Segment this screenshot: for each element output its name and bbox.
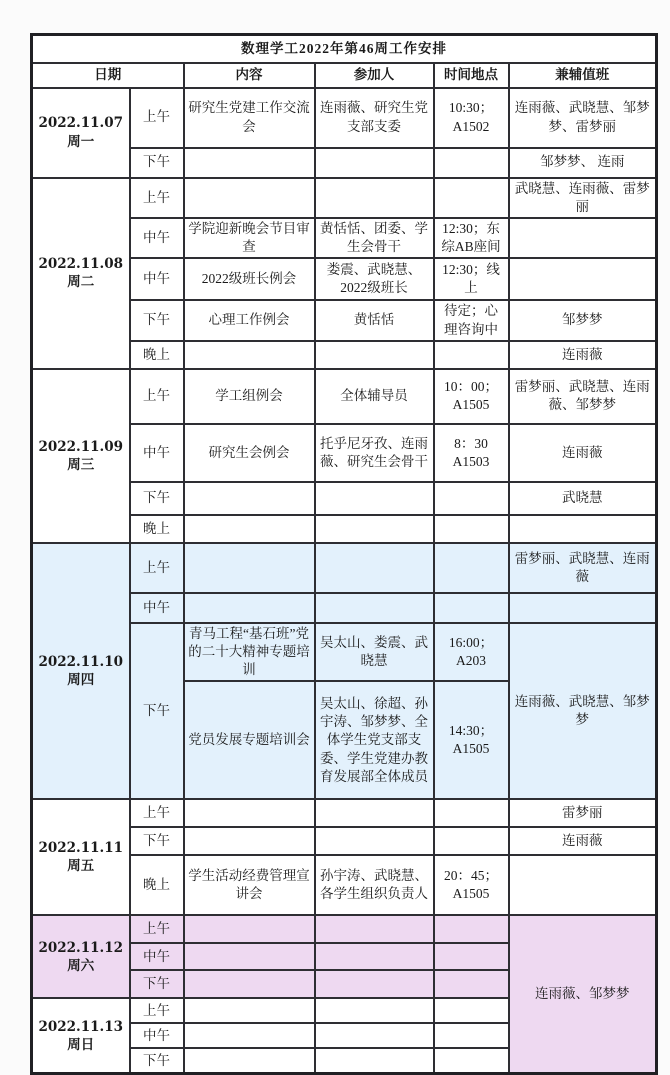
content-cell [184, 1048, 315, 1073]
header-participants: 参加人 [315, 63, 434, 88]
table-row [32, 178, 657, 218]
content-cell: 青马工程“基石班”党的二十大精神专题培训 [184, 623, 315, 682]
period-cell-afternoon-merged: 下午 [130, 623, 184, 800]
time-cell [434, 799, 509, 827]
duty-cell-weekend-merged: 连雨薇、邹梦梦 [509, 915, 657, 1073]
period-cell: 晚上 [130, 515, 184, 543]
period-cell: 中午 [130, 593, 184, 623]
time-cell: 12:30；线上 [434, 258, 509, 300]
period-cell: 上午 [130, 369, 184, 424]
time-cell [434, 1023, 509, 1048]
weekday-text: 周日 [67, 1036, 95, 1053]
participants-cell: 吴太山、娄震、武晓慧 [315, 623, 434, 682]
duty-cell: 邹梦梦 [509, 300, 657, 340]
duty-cell: 连雨薇 [509, 827, 657, 855]
participants-cell [315, 970, 434, 998]
time-cell [434, 998, 509, 1023]
time-cell: 待定；心理咨询中 [434, 300, 509, 340]
time-cell [434, 148, 509, 178]
period-cell: 晚上 [130, 855, 184, 915]
period-cell: 上午 [130, 88, 184, 148]
duty-cell: 连雨薇 [509, 424, 657, 482]
content-cell [184, 799, 315, 827]
content-cell [184, 515, 315, 543]
content-cell: 2022级班长例会 [184, 258, 315, 300]
period-cell: 下午 [130, 827, 184, 855]
participants-cell [315, 482, 434, 515]
content-cell [184, 593, 315, 623]
weekday-text: 周一 [67, 133, 95, 150]
participants-cell: 托乎尼牙孜、连雨薇、研究生会骨干 [315, 424, 434, 482]
date-text: 2022.11.12 [38, 939, 124, 956]
content-cell [184, 827, 315, 855]
weekday-text: 周五 [67, 858, 95, 875]
period-cell: 下午 [130, 482, 184, 515]
weekday-text: 周六 [67, 957, 95, 974]
time-cell: 8：30 A1503 [434, 424, 509, 482]
weekly-schedule-table [30, 33, 658, 1075]
weekday-text: 周四 [67, 672, 95, 689]
content-cell [184, 943, 315, 970]
content-cell [184, 915, 315, 943]
time-cell [434, 593, 509, 623]
content-cell: 学院迎新晚会节目审查 [184, 218, 315, 258]
period-cell: 上午 [130, 178, 184, 218]
time-cell: 10：00；A1505 [434, 369, 509, 424]
date-text: 2022.11.13 [38, 1018, 124, 1035]
period-cell: 晚上 [130, 341, 184, 369]
content-cell [184, 1023, 315, 1048]
table-row [32, 543, 657, 593]
time-cell [434, 341, 509, 369]
duty-cell [509, 855, 657, 915]
weekday-text: 周二 [67, 274, 95, 291]
content-cell [184, 482, 315, 515]
duty-cell: 连雨薇 [509, 341, 657, 369]
content-cell [184, 998, 315, 1023]
time-cell [434, 970, 509, 998]
participants-cell [315, 915, 434, 943]
time-cell: 10:30；A1502 [434, 88, 509, 148]
content-cell [184, 178, 315, 218]
period-cell: 上午 [130, 998, 184, 1023]
date-cell-mon [32, 88, 130, 178]
content-cell: 学工组例会 [184, 369, 315, 424]
duty-cell-merged: 连雨薇、武晓慧、邹梦梦 [509, 623, 657, 800]
participants-cell [315, 998, 434, 1023]
date-cell-wed [32, 369, 130, 543]
participants-cell [315, 943, 434, 970]
duty-cell: 武晓慧、连雨薇、雷梦丽 [509, 178, 657, 218]
participants-cell [315, 341, 434, 369]
table-row [32, 88, 657, 148]
period-cell: 中午 [130, 943, 184, 970]
header-date: 日期 [32, 63, 184, 88]
duty-cell [509, 515, 657, 543]
participants-cell [315, 1023, 434, 1048]
period-cell: 中午 [130, 258, 184, 300]
participants-cell: 孙宇涛、武晓慧、各学生组织负责人 [315, 855, 434, 915]
content-cell: 研究生会例会 [184, 424, 315, 482]
content-cell [184, 148, 315, 178]
duty-cell [509, 258, 657, 300]
date-cell-sun [32, 998, 130, 1073]
time-cell: 20：45；A1505 [434, 855, 509, 915]
duty-cell: 雷梦丽、武晓慧、连雨薇 [509, 543, 657, 593]
period-cell: 中午 [130, 218, 184, 258]
period-cell: 上午 [130, 915, 184, 943]
participants-cell: 黄恬恬、团委、学生会骨干 [315, 218, 434, 258]
duty-cell: 邹梦梦、 连雨 [509, 148, 657, 178]
header-content: 内容 [184, 63, 315, 88]
duty-cell [509, 218, 657, 258]
duty-cell [509, 593, 657, 623]
duty-cell: 雷梦丽 [509, 799, 657, 827]
date-text: 2022.11.08 [38, 255, 124, 272]
date-cell-fri [32, 799, 130, 915]
time-cell [434, 482, 509, 515]
date-cell-sat [32, 915, 130, 998]
period-cell: 下午 [130, 970, 184, 998]
table-row [32, 799, 657, 827]
time-cell: 12:30；东综AB座间 [434, 218, 509, 258]
participants-cell [315, 148, 434, 178]
period-cell: 中午 [130, 1023, 184, 1048]
date-text: 2022.11.11 [38, 840, 124, 857]
date-cell-tue [32, 178, 130, 369]
content-cell: 研究生党建工作交流会 [184, 88, 315, 148]
content-cell: 党员发展专题培训会 [184, 681, 315, 799]
time-cell [434, 178, 509, 218]
participants-cell [315, 799, 434, 827]
period-cell: 下午 [130, 300, 184, 340]
table-row [32, 915, 657, 943]
time-cell [434, 915, 509, 943]
participants-cell [315, 827, 434, 855]
content-cell: 心理工作例会 [184, 300, 315, 340]
header-duty: 兼辅值班 [509, 63, 657, 88]
date-text: 2022.11.07 [38, 115, 124, 132]
participants-cell: 连雨薇、研究生党支部支委 [315, 88, 434, 148]
weekday-text: 周三 [67, 456, 95, 473]
time-cell [434, 827, 509, 855]
participants-cell: 娄震、武晓慧、2022级班长 [315, 258, 434, 300]
participants-cell [315, 593, 434, 623]
participants-cell: 吴太山、徐超、孙宇涛、邹梦梦、全体学生党支部支委、学生党建办教育发展部全体成员 [315, 681, 434, 799]
time-cell [434, 943, 509, 970]
participants-cell: 黄恬恬 [315, 300, 434, 340]
date-text: 2022.11.09 [38, 438, 124, 455]
schedule-title: 数理学工2022年第46周工作安排 [32, 35, 657, 63]
time-cell: 16:00；A203 [434, 623, 509, 682]
participants-cell [315, 543, 434, 593]
duty-cell: 武晓慧 [509, 482, 657, 515]
content-cell [184, 970, 315, 998]
duty-cell: 连雨薇、武晓慧、邹梦梦、雷梦丽 [509, 88, 657, 148]
period-cell: 中午 [130, 424, 184, 482]
duty-cell: 雷梦丽、武晓慧、连雨薇、邹梦梦 [509, 369, 657, 424]
time-cell [434, 1048, 509, 1073]
time-cell [434, 515, 509, 543]
period-cell: 下午 [130, 148, 184, 178]
period-cell: 上午 [130, 543, 184, 593]
time-cell: 14:30；A1505 [434, 681, 509, 799]
period-cell: 下午 [130, 1048, 184, 1073]
content-cell [184, 341, 315, 369]
participants-cell [315, 515, 434, 543]
content-cell: 学生活动经费管理宣讲会 [184, 855, 315, 915]
table-row [32, 369, 657, 424]
header-time-place: 时间地点 [434, 63, 509, 88]
period-cell: 上午 [130, 799, 184, 827]
time-cell [434, 543, 509, 593]
date-text: 2022.11.10 [38, 653, 124, 670]
participants-cell [315, 1048, 434, 1073]
participants-cell: 全体辅导员 [315, 369, 434, 424]
participants-cell [315, 178, 434, 218]
date-cell-thu [32, 543, 130, 800]
content-cell [184, 543, 315, 593]
